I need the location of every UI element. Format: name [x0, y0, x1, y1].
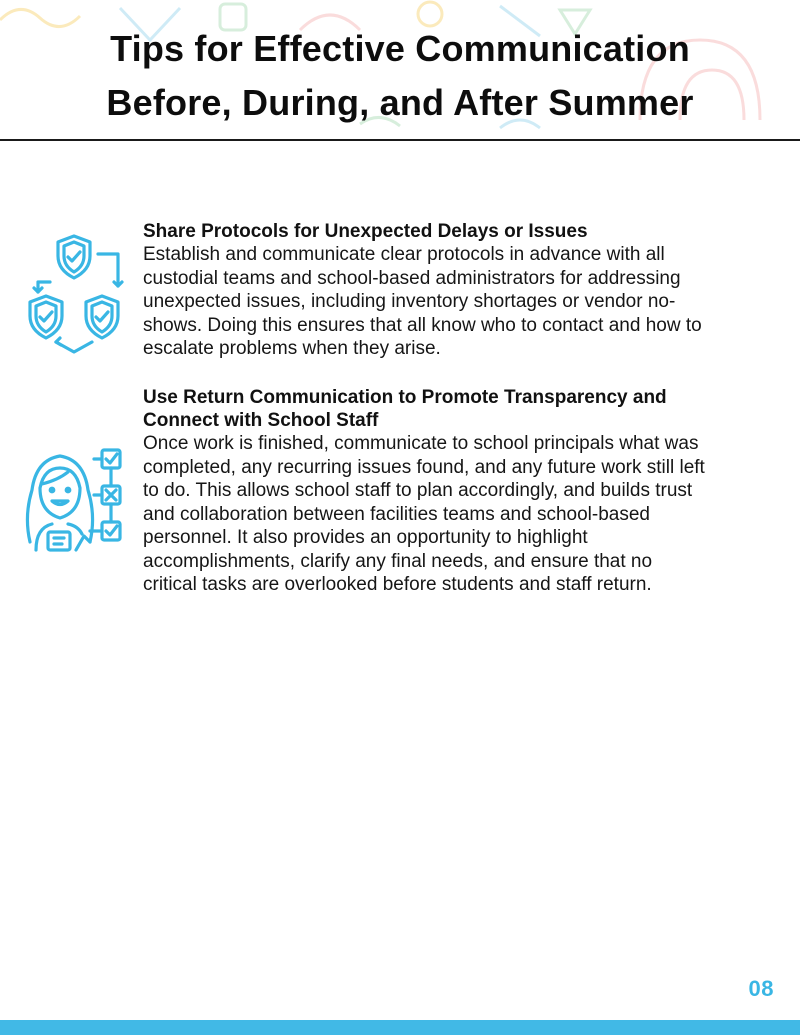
- tip-body-line: to do. This allows school staff to plan accordingly, and builds trust: [143, 480, 693, 501]
- footer-bar: [0, 1020, 800, 1035]
- tip-body-line: unexpected issues, including inventory shortages or vendor no-: [143, 291, 676, 312]
- page-number: 08: [748, 976, 774, 1001]
- tip-body-line: completed, any recurring issues found, and any future work still left: [143, 456, 705, 478]
- tip-body: [143, 243, 783, 361]
- page-title: [0, 22, 800, 130]
- tip-heading: Share Protocols for Unexpected Delays or Issues: [143, 221, 588, 242]
- tip-text: [143, 220, 783, 361]
- tip-body-line: critical tasks are overlooked before students and staff return.: [143, 574, 652, 595]
- tip-body-line: Once work is finished, communicate to school principals what was: [143, 433, 699, 454]
- shield-check-cycle-icon: [22, 232, 126, 361]
- tip-text: [143, 386, 783, 597]
- tip-body-line: accomplishments, clarify any final needs, and ensure that no: [143, 550, 653, 572]
- header-divider: [0, 139, 800, 141]
- tip-body-line: custodial teams and school-based administrators for addressing: [143, 267, 681, 289]
- tip-heading: [143, 386, 783, 432]
- tip-body-line: and collaboration between facilities teams and school-based: [143, 503, 650, 525]
- tip-body-line: Establish and communicate clear protocols in advance with all: [143, 244, 665, 265]
- person-checklist-icon: [22, 446, 128, 557]
- tip-body-line: escalate problems when they arise.: [143, 338, 441, 359]
- page-title-line-1: Tips for Effective Communication: [110, 28, 690, 69]
- page-title-line-2: Before, During, and After Summer: [106, 82, 694, 123]
- tip-heading-line: Connect with School Staff: [143, 410, 379, 431]
- tip-body-line: personnel. It also provides an opportunity to highlight: [143, 527, 588, 548]
- tip-heading-line: Use Return Communication to Promote Transparency and: [143, 387, 667, 408]
- tip-body-line: shows. Doing this ensures that all know who to contact and how to: [143, 314, 702, 336]
- tip-body: [143, 432, 783, 597]
